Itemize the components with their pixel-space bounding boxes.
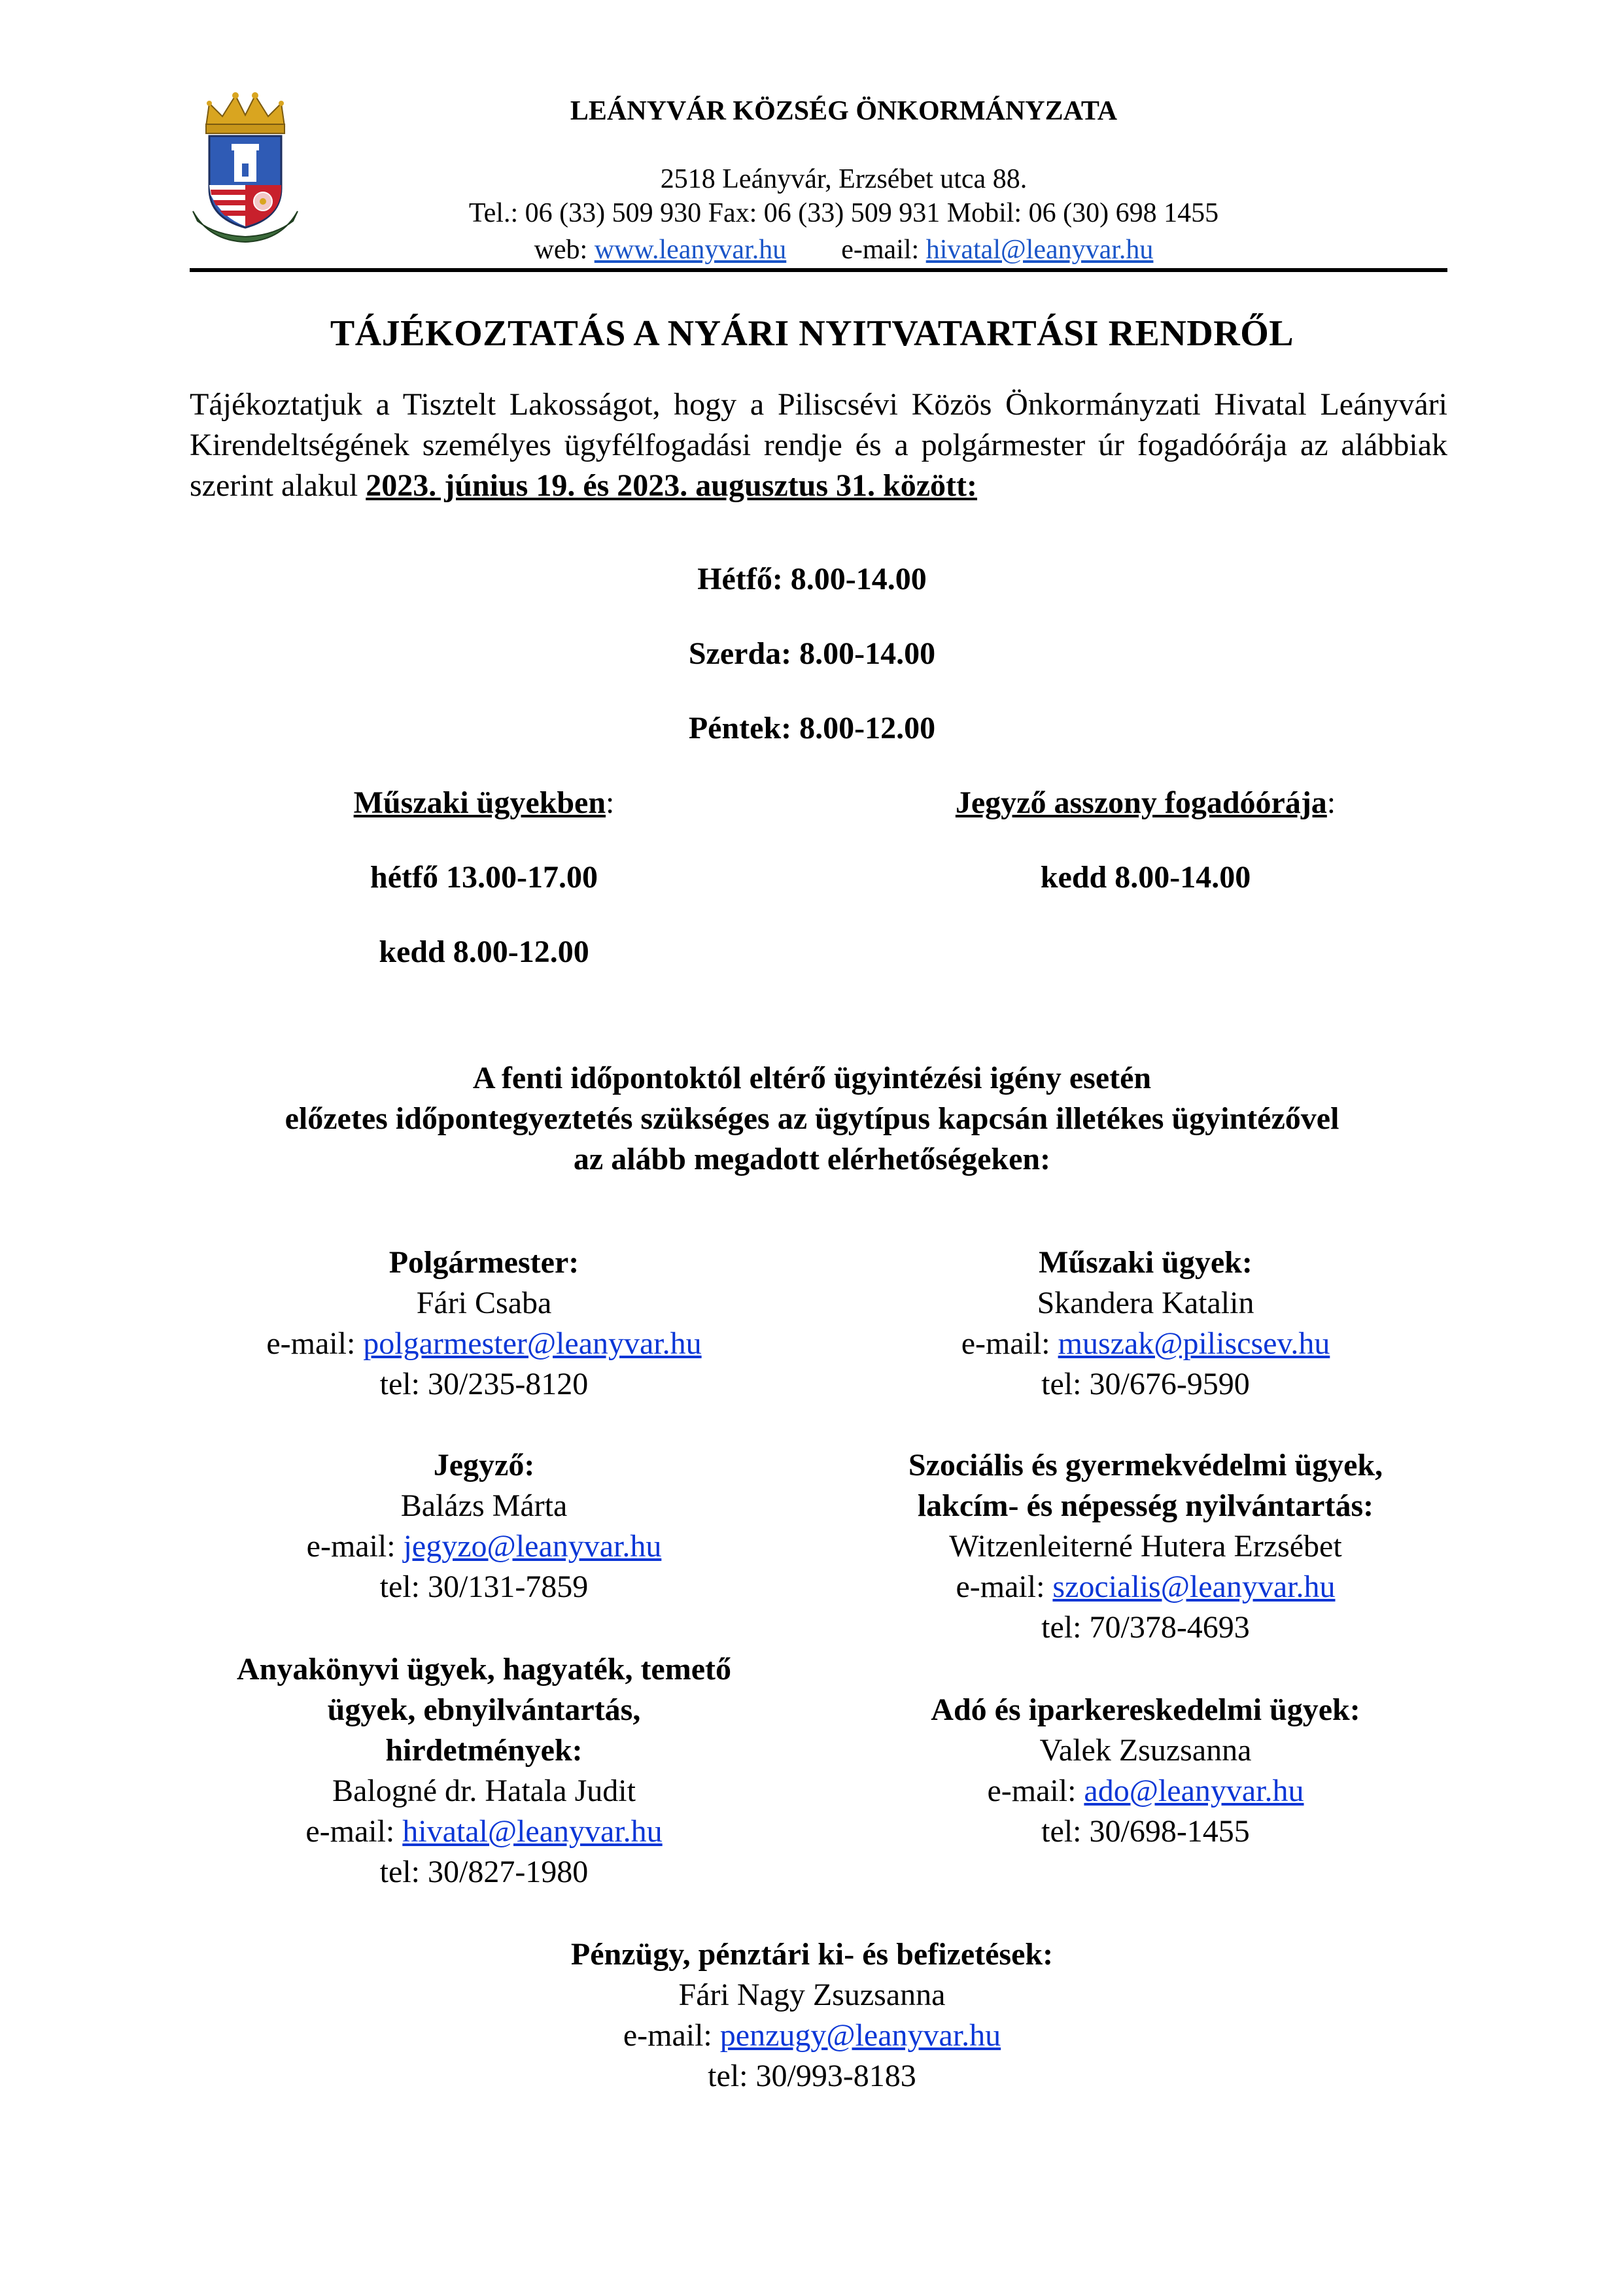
intro-text: Tájékoztatjuk a Tisztelt Lakosságot, hogy a Piliscsévi Közös Önkormányzati Hivatal Leányvári Kirendeltségének személyes ügyfélfogadási rendje és a polgármester úr fogadóórája az alábbiak szerint alakul	[190, 387, 1447, 503]
appointment-notice	[0, 1058, 1624, 1180]
notice-line: az alább megadott elérhetőségeken:	[573, 1142, 1051, 1176]
organization-web-line	[190, 234, 1498, 266]
contact-role: Műszaki ügyek:	[1039, 1245, 1253, 1280]
notary-hours-tuesday: kedd 8.00-14.00	[1040, 860, 1251, 895]
contact-email-line: e-mail: szocialis@leanyvar.hu	[956, 1569, 1336, 1604]
contact-name: Balázs Márta	[400, 1488, 568, 1523]
contact-notary	[190, 1445, 778, 1607]
contact-email-link[interactable]: ado@leanyvar.hu	[1084, 1773, 1304, 1808]
contact-email-line: e-mail: polgarmester@leanyvar.hu	[266, 1326, 702, 1361]
contact-email-line: e-mail: ado@leanyvar.hu	[987, 1773, 1304, 1808]
email-label: e-mail:	[841, 235, 920, 265]
contact-name: Fári Nagy Zsuzsanna	[678, 1978, 946, 2012]
contact-email-link[interactable]: jegyzo@leanyvar.hu	[403, 1529, 662, 1564]
contact-phone: tel: 30/235-8120	[379, 1367, 589, 1401]
technical-hours-heading: Műszaki ügyekben:	[353, 785, 615, 820]
web-label: web:	[534, 235, 588, 265]
contact-name: Fári Csaba	[416, 1286, 552, 1320]
contact-name: Balogné dr. Hatala Judit	[332, 1773, 636, 1808]
contact-name: Witzenleiterné Hutera Erzsébet	[949, 1529, 1342, 1564]
contact-email-line: e-mail: hivatal@leanyvar.hu	[305, 1814, 663, 1849]
contact-tax	[844, 1690, 1447, 1852]
contact-email-link[interactable]: penzugy@leanyvar.hu	[719, 2018, 1001, 2053]
contact-role: Adó és iparkereskedelmi ügyek:	[931, 1692, 1360, 1727]
notice-line: A fenti időpontoktól eltérő ügyintézési igény esetén	[472, 1061, 1152, 1095]
contact-role: Anyakönyvi ügyek, hagyaték, temető	[236, 1652, 732, 1687]
office-hours-friday: Péntek: 8.00-12.00	[688, 711, 936, 745]
contact-role: lakcím- és népesség nyilvántartás:	[917, 1488, 1374, 1523]
contact-technical	[844, 1242, 1447, 1405]
office-hours-wednesday: Szerda: 8.00-14.00	[688, 636, 936, 671]
contact-phone: tel: 70/378-4693	[1041, 1610, 1250, 1645]
contact-email-line: e-mail: muszak@piliscsev.hu	[961, 1326, 1330, 1361]
contact-role: ügyek, ebnyilvántartás,	[327, 1692, 641, 1727]
contact-role: Szociális és gyermekvédelmi ügyek,	[908, 1448, 1383, 1482]
contact-email-link[interactable]: hivatal@leanyvar.hu	[402, 1814, 663, 1849]
contact-phone: tel: 30/698-1455	[1041, 1814, 1250, 1849]
contact-finance	[0, 1934, 1624, 2097]
contact-phone: tel: 30/993-8183	[708, 2059, 916, 2093]
contact-registry	[190, 1649, 778, 1893]
contact-phone: tel: 30/676-9590	[1041, 1367, 1250, 1401]
contact-name: Skandera Katalin	[1037, 1286, 1254, 1320]
contact-email-link[interactable]: szocialis@leanyvar.hu	[1052, 1569, 1336, 1604]
date-range: 2023. június 19. és 2023. augusztus 31. között:	[366, 468, 977, 503]
header-divider	[190, 268, 1447, 272]
office-hours-monday: Hétfő: 8.00-14.00	[697, 562, 927, 596]
contact-role: Pénzügy, pénztári ki- és befizetések:	[570, 1937, 1054, 1972]
contact-email-line: e-mail: penzugy@leanyvar.hu	[623, 2018, 1001, 2053]
organization-name: LEÁNYVÁR KÖZSÉG ÖNKORMÁNYZATA	[570, 96, 1118, 126]
notary-hours-heading: Jegyző asszony fogadóórája:	[955, 785, 1336, 820]
website-link[interactable]: www.leanyvar.hu	[594, 235, 787, 265]
organization-phone-line: Tel.: 06 (33) 509 930 Fax: 06 (33) 509 931 Mobil: 06 (30) 698 1455	[468, 198, 1219, 228]
contact-role: Jegyző:	[433, 1448, 535, 1482]
contact-phone: tel: 30/131-7859	[379, 1569, 589, 1604]
contact-social	[844, 1445, 1447, 1648]
document-title: TÁJÉKOZTATÁS A NYÁRI NYITVATARTÁSI RENDRŐL	[330, 313, 1294, 354]
organization-address: 2518 Leányvár, Erzsébet utca 88.	[660, 164, 1028, 194]
technical-hours-tuesday: kedd 8.00-12.00	[379, 934, 589, 969]
contact-name: Valek Zsuzsanna	[1039, 1733, 1252, 1768]
contact-email-link[interactable]: polgarmester@leanyvar.hu	[363, 1326, 702, 1361]
office-email-link[interactable]: hivatal@leanyvar.hu	[925, 235, 1154, 265]
contact-email-line: e-mail: jegyzo@leanyvar.hu	[306, 1529, 662, 1564]
contact-email-link[interactable]: muszak@piliscsev.hu	[1058, 1326, 1330, 1361]
contact-role: hirdetmények:	[385, 1733, 583, 1768]
notice-line: előzetes időpontegyeztetés szükséges az ügytípus kapcsán illetékes ügyintézővel	[285, 1101, 1339, 1136]
technical-hours-monday: hétfő 13.00-17.00	[370, 860, 598, 895]
contact-phone: tel: 30/827-1980	[379, 1855, 589, 1889]
contact-mayor	[190, 1242, 778, 1405]
intro-paragraph	[190, 385, 1447, 506]
contact-role: Polgármester:	[389, 1245, 579, 1280]
